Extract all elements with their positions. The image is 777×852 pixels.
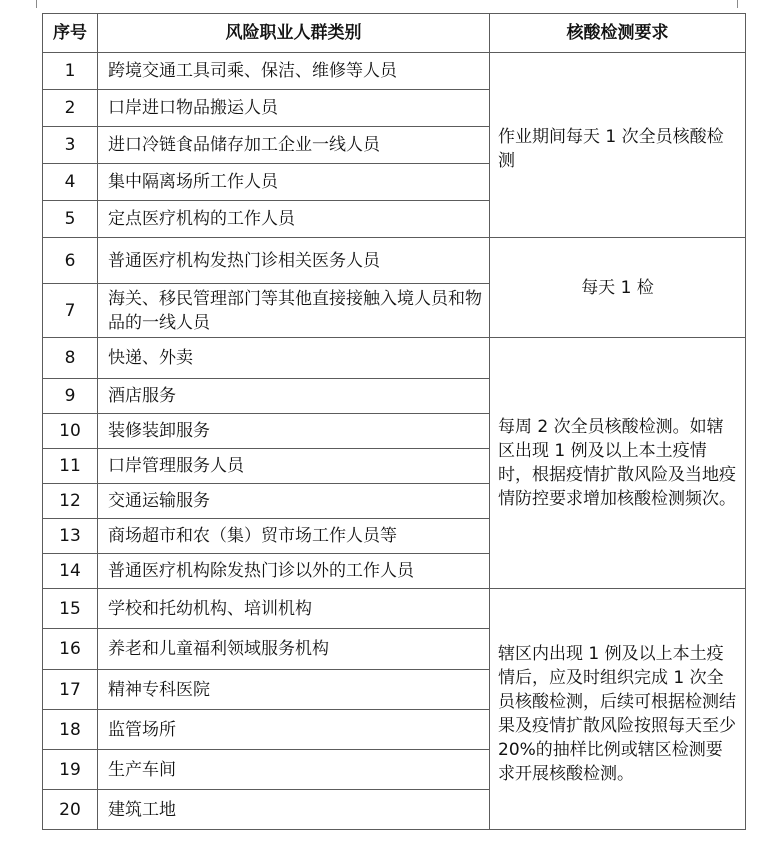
row-number: 2 (43, 90, 98, 127)
row-category: 学校和托幼机构、培训机构 (98, 589, 490, 629)
row-number: 3 (43, 127, 98, 164)
row-category: 普通医疗机构除发热门诊以外的工作人员 (98, 554, 490, 589)
row-number: 18 (43, 710, 98, 750)
row-number: 9 (43, 379, 98, 414)
row-number: 1 (43, 53, 98, 90)
row-number: 7 (43, 284, 98, 338)
table-row (43, 238, 746, 284)
table-row (43, 589, 746, 629)
row-number: 5 (43, 201, 98, 238)
row-category: 监管场所 (98, 710, 490, 750)
row-category: 生产车间 (98, 750, 490, 790)
row-category: 养老和儿童福利领域服务机构 (98, 629, 490, 670)
row-category: 定点医疗机构的工作人员 (98, 201, 490, 238)
row-category: 酒店服务 (98, 379, 490, 414)
row-category: 普通医疗机构发热门诊相关医务人员 (98, 238, 490, 284)
row-number: 11 (43, 449, 98, 484)
header-requirement: 核酸检测要求 (490, 14, 746, 53)
row-category: 跨境交通工具司乘、保洁、维修等人员 (98, 53, 490, 90)
table-header-row (43, 14, 746, 53)
row-category: 口岸进口物品搬运人员 (98, 90, 490, 127)
row-category: 建筑工地 (98, 790, 490, 830)
requirement-group-3: 每周 2 次全员核酸检测。如辖区出现 1 例及以上本土疫情时，根据疫情扩散风险及当地疫情防控要求增加核酸检测频次。 (490, 338, 746, 589)
row-number: 8 (43, 338, 98, 379)
row-number: 13 (43, 519, 98, 554)
row-category: 装修装卸服务 (98, 414, 490, 449)
requirement-group-2: 每天 1 检 (490, 238, 746, 338)
header-seq: 序号 (43, 14, 98, 53)
row-number: 6 (43, 238, 98, 284)
testing-requirements-table (42, 13, 746, 830)
table-row (43, 338, 746, 379)
row-category: 口岸管理服务人员 (98, 449, 490, 484)
row-number: 16 (43, 629, 98, 670)
requirement-group-1: 作业期间每天 1 次全员核酸检测 (490, 53, 746, 238)
row-number: 4 (43, 164, 98, 201)
row-number: 12 (43, 484, 98, 519)
top-border-marks (36, 0, 738, 8)
row-category: 海关、移民管理部门等其他直接接触入境人员和物品的一线人员 (98, 284, 490, 338)
row-number: 19 (43, 750, 98, 790)
requirement-group-4: 辖区内出现 1 例及以上本土疫情后，应及时组织完成 1 次全员核酸检测，后续可根据检测结果及疫情扩散风险按照每天至少 20%的抽样比例或辖区检测要求开展核酸检测。 (490, 589, 746, 830)
row-number: 20 (43, 790, 98, 830)
row-category: 商场超市和农（集）贸市场工作人员等 (98, 519, 490, 554)
row-category: 快递、外卖 (98, 338, 490, 379)
row-category: 交通运输服务 (98, 484, 490, 519)
row-number: 10 (43, 414, 98, 449)
row-number: 17 (43, 670, 98, 710)
table-row (43, 53, 746, 90)
row-number: 15 (43, 589, 98, 629)
header-category: 风险职业人群类别 (98, 14, 490, 53)
row-category: 精神专科医院 (98, 670, 490, 710)
row-category: 进口冷链食品储存加工企业一线人员 (98, 127, 490, 164)
row-number: 14 (43, 554, 98, 589)
row-category: 集中隔离场所工作人员 (98, 164, 490, 201)
